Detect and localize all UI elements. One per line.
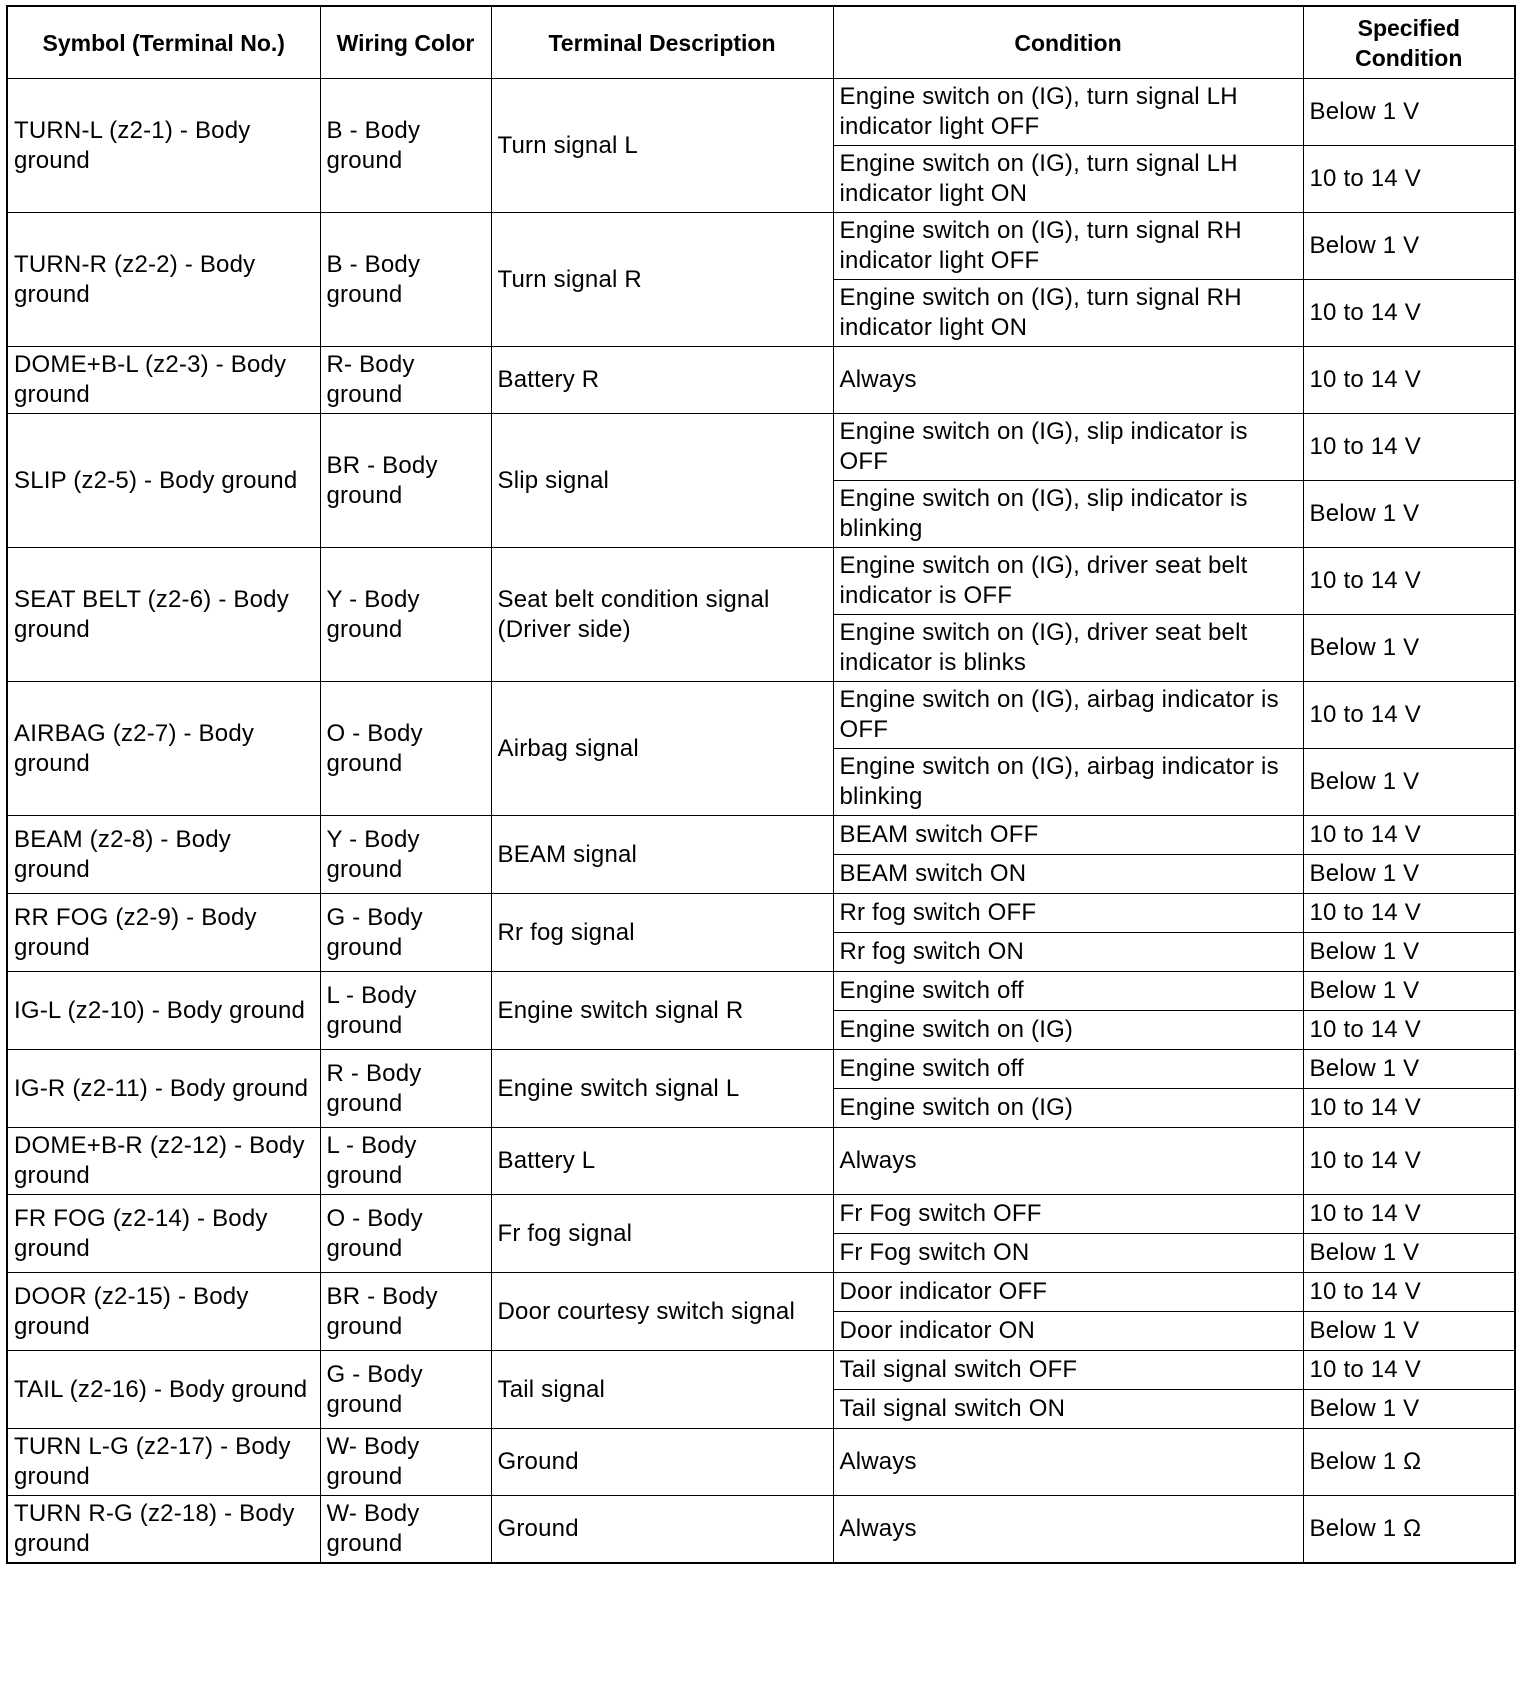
specified-condition-cell: 10 to 14 V xyxy=(1303,280,1515,347)
specified-condition-cell: Below 1 V xyxy=(1303,749,1515,816)
condition-cell: Engine switch on (IG) xyxy=(833,1089,1303,1128)
symbol-cell: TURN-L (z2-1) - Body ground xyxy=(7,79,320,213)
specified-condition-cell: Below 1 V xyxy=(1303,972,1515,1011)
specified-condition-cell: 10 to 14 V xyxy=(1303,1011,1515,1050)
symbol-cell: BEAM (z2-8) - Body ground xyxy=(7,816,320,894)
condition-cell: Always xyxy=(833,1128,1303,1195)
condition-cell: Engine switch on (IG), slip indicator is blinking xyxy=(833,481,1303,548)
wiring-color-cell: L - Body ground xyxy=(320,972,491,1050)
wiring-color-cell: L - Body ground xyxy=(320,1128,491,1195)
condition-cell: Rr fog switch ON xyxy=(833,933,1303,972)
terminal-description-cell: Ground xyxy=(491,1429,833,1496)
condition-cell: Engine switch on (IG), airbag indicator is OFF xyxy=(833,682,1303,749)
table-row xyxy=(7,972,1515,1011)
table-row xyxy=(7,414,1515,481)
terminal-description-cell: Engine switch signal L xyxy=(491,1050,833,1128)
table-header-row xyxy=(7,6,1515,79)
specified-condition-cell: Below 1 V xyxy=(1303,1050,1515,1089)
table-row xyxy=(7,548,1515,615)
condition-cell: Always xyxy=(833,1496,1303,1563)
table-row xyxy=(7,79,1515,146)
specified-condition-cell: Below 1 V xyxy=(1303,1390,1515,1429)
terminal-description-cell: Fr fog signal xyxy=(491,1195,833,1273)
table-row xyxy=(7,347,1515,414)
wiring-color-cell: B - Body ground xyxy=(320,79,491,213)
table-row xyxy=(7,816,1515,855)
condition-cell: Engine switch on (IG), driver seat belt indicator is blinks xyxy=(833,615,1303,682)
table-row xyxy=(7,1273,1515,1312)
specified-condition-cell: 10 to 14 V xyxy=(1303,894,1515,933)
header-terminal-description: Terminal Description xyxy=(491,6,833,79)
specified-condition-cell: Below 1 V xyxy=(1303,79,1515,146)
symbol-cell: SLIP (z2-5) - Body ground xyxy=(7,414,320,548)
symbol-cell: DOME+B-L (z2-3) - Body ground xyxy=(7,347,320,414)
condition-cell: Always xyxy=(833,347,1303,414)
specified-condition-cell: 10 to 14 V xyxy=(1303,347,1515,414)
wiring-color-cell: Y - Body ground xyxy=(320,548,491,682)
wiring-color-cell: R - Body ground xyxy=(320,1050,491,1128)
wiring-color-cell: O - Body ground xyxy=(320,682,491,816)
condition-cell: Engine switch on (IG), turn signal RH indicator light OFF xyxy=(833,213,1303,280)
wiring-color-cell: O - Body ground xyxy=(320,1195,491,1273)
condition-cell: Engine switch on (IG), slip indicator is OFF xyxy=(833,414,1303,481)
terminal-description-cell: Engine switch signal R xyxy=(491,972,833,1050)
header-condition: Condition xyxy=(833,6,1303,79)
specified-condition-cell: Below 1 V xyxy=(1303,615,1515,682)
table-row xyxy=(7,894,1515,933)
terminal-description-cell: Door courtesy switch signal xyxy=(491,1273,833,1351)
specified-condition-cell: 10 to 14 V xyxy=(1303,1128,1515,1195)
condition-cell: Tail signal switch OFF xyxy=(833,1351,1303,1390)
terminal-description-cell: Turn signal L xyxy=(491,79,833,213)
symbol-cell: TURN-R (z2-2) - Body ground xyxy=(7,213,320,347)
table-row xyxy=(7,1128,1515,1195)
condition-cell: BEAM switch ON xyxy=(833,855,1303,894)
symbol-cell: TURN L-G (z2-17) - Body ground xyxy=(7,1429,320,1496)
symbol-cell: IG-R (z2-11) - Body ground xyxy=(7,1050,320,1128)
condition-cell: Engine switch off xyxy=(833,1050,1303,1089)
terminal-description-cell: Tail signal xyxy=(491,1351,833,1429)
symbol-cell: IG-L (z2-10) - Body ground xyxy=(7,972,320,1050)
condition-cell: Rr fog switch OFF xyxy=(833,894,1303,933)
condition-cell: Engine switch on (IG), turn signal RH indicator light ON xyxy=(833,280,1303,347)
wiring-color-cell: Y - Body ground xyxy=(320,816,491,894)
symbol-cell: SEAT BELT (z2-6) - Body ground xyxy=(7,548,320,682)
condition-cell: Engine switch on (IG), driver seat belt indicator is OFF xyxy=(833,548,1303,615)
wiring-color-cell: W- Body ground xyxy=(320,1496,491,1563)
header-wiring-color: Wiring Color xyxy=(320,6,491,79)
condition-cell: Fr Fog switch ON xyxy=(833,1234,1303,1273)
terminal-description-cell: Battery R xyxy=(491,347,833,414)
terminal-description-cell: Rr fog signal xyxy=(491,894,833,972)
table-row xyxy=(7,1050,1515,1089)
terminal-description-cell: Seat belt condition signal (Driver side) xyxy=(491,548,833,682)
table-row xyxy=(7,682,1515,749)
condition-cell: Always xyxy=(833,1429,1303,1496)
terminal-description-cell: Ground xyxy=(491,1496,833,1563)
specified-condition-cell: 10 to 14 V xyxy=(1303,816,1515,855)
specified-condition-cell: Below 1 Ω xyxy=(1303,1496,1515,1563)
symbol-cell: FR FOG (z2-14) - Body ground xyxy=(7,1195,320,1273)
condition-cell: Engine switch off xyxy=(833,972,1303,1011)
condition-cell: Fr Fog switch OFF xyxy=(833,1195,1303,1234)
terminal-spec-table xyxy=(6,5,1516,1564)
condition-cell: BEAM switch OFF xyxy=(833,816,1303,855)
terminal-description-cell: Battery L xyxy=(491,1128,833,1195)
symbol-cell: RR FOG (z2-9) - Body ground xyxy=(7,894,320,972)
specified-condition-cell: Below 1 V xyxy=(1303,1312,1515,1351)
table-row xyxy=(7,1496,1515,1563)
symbol-cell: DOME+B-R (z2-12) - Body ground xyxy=(7,1128,320,1195)
wiring-color-cell: B - Body ground xyxy=(320,213,491,347)
wiring-color-cell: BR - Body ground xyxy=(320,414,491,548)
specified-condition-cell: Below 1 V xyxy=(1303,1234,1515,1273)
header-specified-condition: Specified Condition xyxy=(1303,6,1515,79)
symbol-cell: AIRBAG (z2-7) - Body ground xyxy=(7,682,320,816)
terminal-description-cell: Turn signal R xyxy=(491,213,833,347)
table-row xyxy=(7,213,1515,280)
wiring-color-cell: W- Body ground xyxy=(320,1429,491,1496)
specified-condition-cell: 10 to 14 V xyxy=(1303,682,1515,749)
specified-condition-cell: Below 1 V xyxy=(1303,213,1515,280)
specified-condition-cell: 10 to 14 V xyxy=(1303,1089,1515,1128)
terminal-description-cell: Slip signal xyxy=(491,414,833,548)
symbol-cell: TAIL (z2-16) - Body ground xyxy=(7,1351,320,1429)
condition-cell: Door indicator ON xyxy=(833,1312,1303,1351)
wiring-color-cell: BR - Body ground xyxy=(320,1273,491,1351)
specified-condition-cell: Below 1 V xyxy=(1303,481,1515,548)
specified-condition-cell: Below 1 V xyxy=(1303,933,1515,972)
wiring-color-cell: G - Body ground xyxy=(320,894,491,972)
table-row xyxy=(7,1195,1515,1234)
condition-cell: Engine switch on (IG), airbag indicator is blinking xyxy=(833,749,1303,816)
symbol-cell: TURN R-G (z2-18) - Body ground xyxy=(7,1496,320,1563)
condition-cell: Engine switch on (IG), turn signal LH indicator light ON xyxy=(833,146,1303,213)
specified-condition-cell: 10 to 14 V xyxy=(1303,1273,1515,1312)
condition-cell: Engine switch on (IG), turn signal LH indicator light OFF xyxy=(833,79,1303,146)
condition-cell: Door indicator OFF xyxy=(833,1273,1303,1312)
table-body xyxy=(7,79,1515,1563)
symbol-cell: DOOR (z2-15) - Body ground xyxy=(7,1273,320,1351)
wiring-color-cell: R- Body ground xyxy=(320,347,491,414)
table-row xyxy=(7,1351,1515,1390)
specified-condition-cell: 10 to 14 V xyxy=(1303,146,1515,213)
specified-condition-cell: 10 to 14 V xyxy=(1303,548,1515,615)
specified-condition-cell: 10 to 14 V xyxy=(1303,414,1515,481)
specified-condition-cell: Below 1 V xyxy=(1303,855,1515,894)
table-row xyxy=(7,1429,1515,1496)
specified-condition-cell: 10 to 14 V xyxy=(1303,1351,1515,1390)
terminal-description-cell: Airbag signal xyxy=(491,682,833,816)
wiring-color-cell: G - Body ground xyxy=(320,1351,491,1429)
specified-condition-cell: Below 1 Ω xyxy=(1303,1429,1515,1496)
header-symbol: Symbol (Terminal No.) xyxy=(7,6,320,79)
specified-condition-cell: 10 to 14 V xyxy=(1303,1195,1515,1234)
terminal-description-cell: BEAM signal xyxy=(491,816,833,894)
condition-cell: Tail signal switch ON xyxy=(833,1390,1303,1429)
condition-cell: Engine switch on (IG) xyxy=(833,1011,1303,1050)
